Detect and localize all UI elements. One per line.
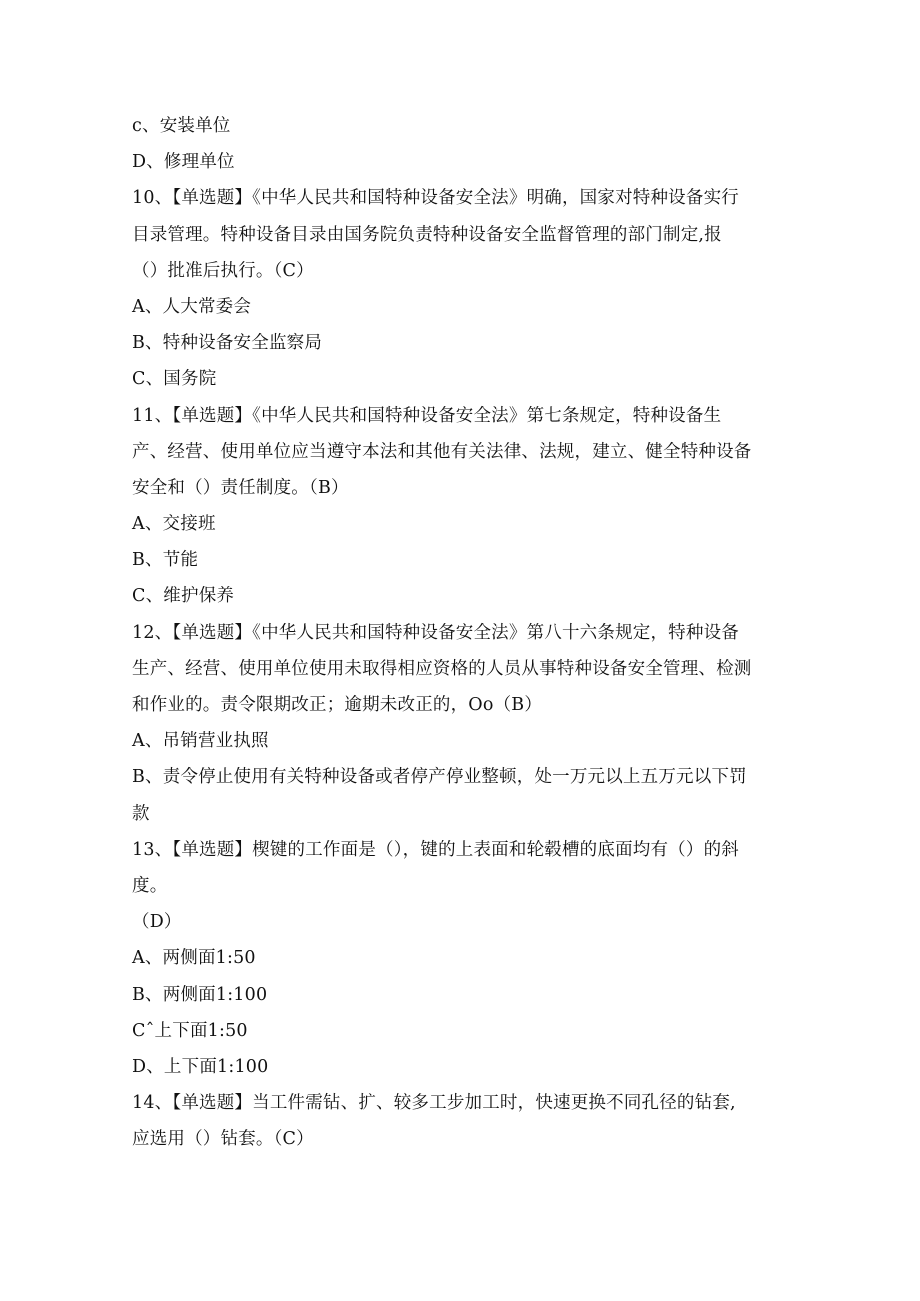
document-page [132, 108, 812, 1157]
question-12-line: 和作业的。责令限期改正；逾期未改正的，Oo（B） [132, 695, 543, 715]
option-line: A、两侧面1:50 [132, 948, 256, 969]
option-line: C、维护保养 [132, 586, 235, 607]
question-11-line: 安全和（）责任制度。（B） [132, 477, 349, 498]
option-line: A、人大常委会 [132, 296, 252, 317]
question-14-line: 14、【单选题】当工件需钻、扩、较多工步加工时，快速更换不同孔径的钻套, [132, 1093, 736, 1114]
option-line: C、国务院 [132, 369, 217, 390]
question-12-line: 12、【单选题】《中华人民共和国特种设备安全法》第八十六条规定，特种设备 [132, 622, 739, 643]
option-line: B、责令停止使用有关特种设备或者停产停业整顿，处一万元以上五万元以下罚 [132, 767, 747, 788]
option-line: A、吊销营业执照 [132, 731, 269, 752]
option-line: D、上下面1:100 [132, 1056, 269, 1077]
question-10-line: 10、【单选题】《中华人民共和国特种设备安全法》明确，国家对特种设备实行 [132, 188, 739, 209]
question-10-line: （）批准后执行。（C） [132, 260, 314, 281]
option-line: B、两侧面1:100 [132, 984, 268, 1005]
question-11-line: 11、【单选题】《中华人民共和国特种设备安全法》第七条规定，特种设备生 [132, 405, 722, 426]
question-13-answer: （D） [132, 912, 182, 933]
question-10-line: 目录管理。特种设备目录由国务院负责特种设备安全监督管理的部门制定,报 [132, 224, 722, 245]
option-line: D、修理单位 [132, 152, 235, 173]
question-14-line: 应选用（）钻套。（C） [132, 1129, 314, 1150]
question-12-line: 生产、经营、使用单位使用未取得相应资格的人员从事特种设备安全管理、检测 [132, 658, 752, 679]
option-line: B、节能 [132, 550, 199, 571]
question-13-line: 度。 [132, 875, 168, 896]
option-line: B、特种设备安全监察局 [132, 333, 323, 354]
option-line: 款 [132, 803, 150, 824]
question-11-line: 产、经营、使用单位应当遵守本法和其他有关法律、法规，建立、健全特种设备 [132, 441, 752, 462]
option-line: A、交接班 [132, 514, 216, 535]
option-line: Cˆ上下面1:50 [132, 1020, 248, 1041]
question-13-line: 13、【单选题】楔键的工作面是（），键的上表面和轮毂槽的底面均有（）的斜 [132, 839, 739, 860]
option-line: c、安装单位 [132, 116, 231, 136]
